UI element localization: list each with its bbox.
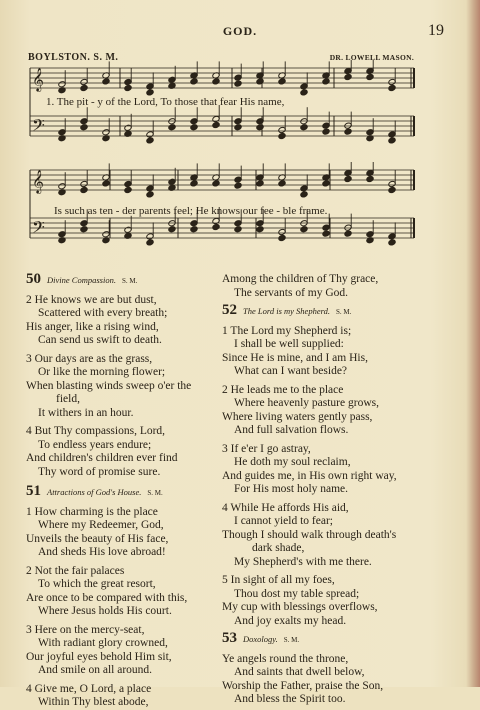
hymn-meter: S. M. — [283, 636, 300, 644]
note-head — [212, 223, 220, 230]
note-head — [146, 89, 154, 96]
note-head — [256, 226, 264, 233]
hymn-line: And guides me, in His own right way, — [222, 469, 397, 482]
stanza — [222, 653, 397, 707]
note-head — [344, 230, 352, 237]
hymn-line: Where living waters gently pass, — [222, 410, 373, 423]
bass-clef: 𝄢 — [32, 217, 45, 241]
stanza — [222, 325, 397, 379]
treble-clef: 𝄞 — [32, 67, 44, 91]
hymn-header — [222, 304, 397, 320]
hymn-line: Where Jesus holds His court. — [38, 605, 172, 617]
note-head — [300, 124, 308, 131]
bass-clef: 𝄢 — [32, 115, 45, 139]
hymn-line: And sheds His love abroad! — [38, 546, 166, 558]
hymn-line: Our joyful eyes behold Him sit, — [26, 650, 172, 663]
note-head — [278, 234, 286, 241]
hymn-line: 2 Not the fair palaces — [26, 564, 125, 577]
note-head — [322, 78, 330, 85]
stanza — [26, 294, 191, 348]
hymn-number: 51 — [26, 483, 41, 499]
note-head — [234, 124, 242, 131]
right-column — [222, 273, 397, 707]
hymn-header — [26, 273, 191, 289]
stanza — [222, 502, 397, 570]
hymn-header — [222, 632, 397, 648]
note-head — [300, 226, 308, 233]
note-head — [300, 191, 308, 198]
hymn-line: For His most holy name. — [234, 483, 349, 495]
hymn-line: Scattered with every breath; — [38, 307, 168, 319]
hymn-line: I cannot yield to fear; — [234, 515, 333, 527]
hymn-line: I shall be well supplied: — [234, 338, 344, 350]
note-head — [256, 124, 264, 131]
note-head — [190, 180, 198, 187]
hymn-line: And saints that dwell below, — [234, 666, 365, 678]
note-head — [366, 73, 374, 80]
page-number: 19 — [428, 22, 444, 39]
note-head — [278, 78, 286, 85]
hymn-line: Ye angels round the throne, — [222, 652, 349, 665]
hymn-line: Where my Redeemer, God, — [38, 519, 164, 531]
hymn-line: With radiant glory crowned, — [38, 637, 168, 649]
note-head — [190, 226, 198, 233]
hymn-line: 2 He leads me to the place — [222, 383, 344, 396]
stanza — [26, 353, 191, 421]
hymn-line: My Shepherd's with me there. — [234, 555, 372, 568]
note-head — [388, 137, 396, 144]
stanza — [222, 574, 397, 628]
note-head — [80, 186, 88, 193]
note-head — [190, 78, 198, 85]
note-head — [212, 180, 220, 187]
hymn-line: And full salvation flows. — [234, 424, 349, 436]
stanza — [222, 273, 397, 300]
lyric-line-1 — [46, 96, 416, 108]
note-head — [80, 84, 88, 91]
lyric-text-2: Is such as ten - der parents feel; He knows our fee - ble frame. — [54, 205, 328, 217]
note-head — [322, 180, 330, 187]
stanza — [222, 443, 397, 497]
page-title: GOD. — [222, 24, 258, 38]
hymn-line: Worship the Father, praise the Son, — [222, 679, 384, 692]
hymn-meter: S. M. — [147, 489, 163, 497]
hymn-line: 3 Here on the mercy-seat, — [26, 623, 145, 636]
note-head — [234, 226, 242, 233]
hymn-line: What can I want beside? — [234, 365, 348, 377]
hymn-line: Or like the morning flower; — [38, 366, 166, 378]
hymn-number: 53 — [222, 630, 237, 646]
note-head — [212, 78, 220, 85]
hymn-subtitle: Doxology. — [243, 634, 278, 644]
note-head — [256, 180, 264, 187]
note-head — [124, 186, 132, 193]
note-head — [278, 180, 286, 187]
composer-name: DR. LOWELL MASON. — [329, 53, 414, 62]
note-head — [190, 124, 198, 131]
hymn-meter: S. M. — [335, 308, 352, 316]
hymn-line: 1 How charming is the place — [26, 505, 158, 518]
note-head — [80, 226, 88, 233]
hymn-line: Thou dost my table spread; — [234, 587, 360, 600]
hymn-line: And joy exalts my head. — [234, 614, 347, 627]
note-head — [234, 182, 242, 189]
hymn-number: 52 — [222, 302, 237, 318]
hymn-line: Can send us swift to death. — [38, 334, 162, 346]
note-head — [102, 180, 110, 187]
hymn-line: Are once to be compared with this, — [26, 591, 188, 604]
left-column — [26, 273, 191, 710]
hymn-line: Within Thy blest abode, — [38, 696, 149, 708]
hymn-subtitle: Divine Compassion. — [47, 275, 116, 285]
hymn-line: field, — [56, 393, 80, 405]
hymn-meter: S. M. — [121, 277, 138, 285]
hymn-line: Though I should walk through death's — [222, 528, 397, 541]
hymn-line: And smile on all around. — [38, 664, 153, 676]
note-head — [344, 175, 352, 182]
hymn-line: 5 In sight of all my foes, — [222, 574, 335, 586]
hymn-line: He doth my soul reclaim, — [234, 456, 351, 468]
note-head — [344, 73, 352, 80]
hymn-subtitle: Attractions of God's House. — [47, 487, 142, 497]
hymn-line: Among the children of Thy grace, — [222, 273, 379, 285]
lyric-text-1: 1. The pit - y of the Lord, To those that fear His name, — [46, 96, 285, 108]
note-head — [124, 84, 132, 91]
stanza — [222, 384, 397, 438]
note-head — [146, 239, 154, 246]
stanza — [26, 624, 191, 678]
note-head — [256, 78, 264, 85]
hymn-line: 3 If e'er I go astray, — [222, 442, 311, 455]
note-head — [168, 226, 176, 233]
hymn-line: 4 While He affords His aid, — [222, 501, 349, 514]
hymn-line: When blasting winds sweep o'er the — [26, 379, 192, 392]
hymn-line: His anger, like a rising wind, — [26, 320, 159, 333]
hymn-line: Since He is mine, and I am His, — [222, 351, 368, 364]
stanza — [26, 425, 191, 479]
note-head — [344, 128, 352, 135]
note-head — [388, 84, 396, 91]
lyric-line-2 — [54, 205, 327, 217]
note-head — [388, 239, 396, 246]
note-head — [388, 186, 396, 193]
stanza — [26, 565, 191, 619]
hymn-header — [26, 485, 191, 501]
note-head — [102, 78, 110, 85]
hymn-line: 1 The Lord my Shepherd is; — [222, 324, 352, 337]
hymn-line: 4 Give me, O Lord, a place — [26, 682, 152, 695]
note-head — [322, 230, 330, 237]
note-head — [146, 137, 154, 144]
treble-clef: 𝄞 — [32, 169, 44, 193]
hymn-line: And children's children ever find — [26, 452, 178, 464]
hymn-line: 3 Our days are as the grass, — [26, 352, 153, 365]
note-head — [322, 128, 330, 135]
hymn-line: dark shade, — [252, 542, 305, 554]
note-head — [278, 132, 286, 139]
hymn-subtitle: The Lord is my Shepherd. — [243, 306, 330, 316]
hymn-line: It withers in an hour. — [38, 406, 134, 419]
hymn-line: Where heavenly pasture grows, — [234, 397, 379, 409]
note-head — [168, 124, 176, 131]
hymn-line: Unveils the beauty of His face, — [26, 532, 169, 545]
hymn-line: To which the great resort, — [38, 578, 156, 590]
hymn-line: My cup with blessings overflows, — [222, 601, 378, 613]
hymn-line: To endless years endure; — [38, 438, 152, 451]
note-head — [234, 80, 242, 87]
stanza — [26, 506, 191, 560]
tune-name: BOYLSTON. S. M. — [28, 52, 119, 63]
note-head — [146, 191, 154, 198]
hymn-line: Thy word of promise sure. — [38, 465, 161, 478]
note-head — [300, 89, 308, 96]
hymn-line: 4 But Thy compassions, Lord, — [26, 425, 166, 437]
hymn-line: 2 He knows we are but dust, — [26, 293, 157, 306]
hymn-number: 50 — [26, 271, 41, 287]
hymn-line: The servants of my God. — [234, 286, 349, 299]
note-head — [366, 175, 374, 182]
note-head — [80, 124, 88, 131]
note-head — [212, 121, 220, 128]
hymn-line: And bless the Spirit too. — [234, 693, 346, 705]
